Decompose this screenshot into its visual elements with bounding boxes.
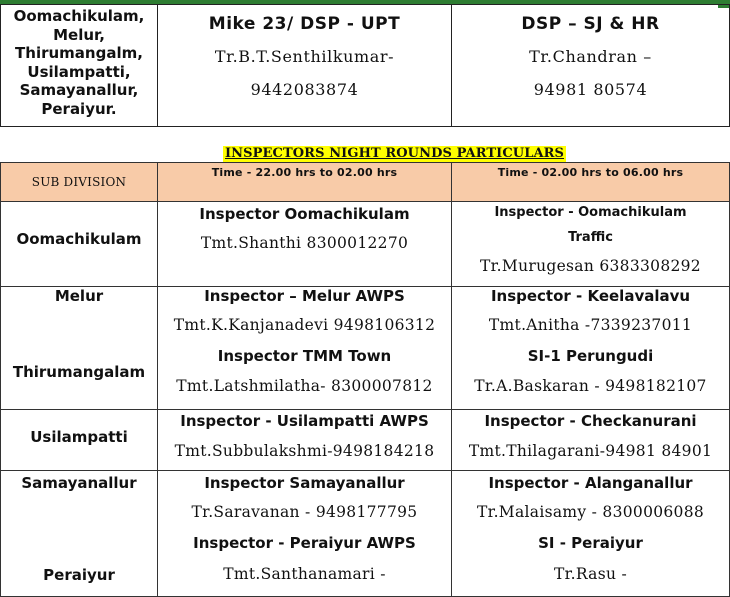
inspector-title: Inspector - Alanganallur (488, 474, 693, 492)
header-second-slot (452, 163, 730, 202)
place-name: Thirumangalm, (15, 44, 143, 62)
inspector-title: SI - Peraiyur (538, 534, 643, 552)
second-slot-cell (452, 410, 730, 471)
header-first-slot (158, 163, 452, 202)
inspector-title: Inspector - Usilampatti AWPS (180, 412, 429, 430)
covered-places-cell (1, 5, 158, 127)
subdivision-cell (1, 410, 158, 471)
subdivision-name: Samayanallur (21, 474, 137, 492)
inspector-title: Inspector - Checkanurani (484, 412, 697, 430)
inspector-title-continued: Traffic (568, 230, 613, 245)
inspector-contact: Tr.Malaisamy - 8300006088 (476, 503, 705, 521)
place-name: Samayanallur, (19, 81, 139, 99)
inspector-contact: Tr.A.Baskaran - 9498182107 (474, 377, 707, 395)
second-slot-cell (452, 202, 730, 287)
inspector-title: Inspector TMM Town (217, 347, 392, 365)
table-row (1, 471, 730, 597)
dsp-upt-title: Mike 23/ DSP - UPT (208, 14, 401, 34)
first-slot-cell (158, 202, 452, 287)
place-name: Oomachikulam, (13, 7, 145, 25)
inspector-title: Inspector Oomachikulam (199, 205, 410, 223)
inspector-contact: Tmt.Latshmilatha- 8300007812 (176, 377, 433, 395)
second-slot-cell (452, 287, 730, 410)
subdivision-cell (1, 202, 158, 287)
place-name: Usilampatti, (27, 62, 131, 81)
dsp-sj-hr-phone: 94981 80574 (533, 80, 648, 99)
table-row (1, 287, 730, 410)
inspector-title: Inspector - Keelavalavu (490, 287, 691, 305)
subdivision-name: Thirumangalam (12, 363, 146, 381)
dsp-upt-cell (158, 5, 452, 127)
second-slot-cell (452, 471, 730, 597)
inspector-contact: Tr.Saravanan - 9498177795 (191, 503, 418, 521)
table-header-row (1, 163, 730, 202)
inspector-contact: Tmt.Thilagarani-94981 84901 (468, 442, 713, 460)
first-slot-cell (158, 471, 452, 597)
subdivision-name: Melur (54, 287, 104, 305)
dsp-sj-hr-title: DSP – SJ & HR (521, 14, 660, 34)
inspector-contact: Tmt.Anitha -7339237011 (488, 316, 693, 334)
subdivision-name: Oomachikulam (16, 230, 142, 248)
inspector-title: Inspector – Melur AWPS (204, 287, 405, 305)
inspector-title: Inspector - Peraiyur AWPS (193, 534, 416, 552)
table-row (1, 202, 730, 287)
inspector-contact: Tmt.Shanthi 8300012270 (200, 234, 409, 252)
dsp-sj-hr-name: Tr.Chandran – (529, 47, 652, 66)
inspector-contact: Tr.Murugesan 6383308292 (480, 257, 701, 275)
section-heading: INSPECTORS NIGHT ROUNDS PARTICULARS (225, 146, 565, 161)
inspector-title: Inspector Samayanallur (204, 474, 405, 492)
header-label: Time - 02.00 hrs to 06.00 hrs (497, 166, 684, 179)
subdivision-cell (1, 471, 158, 597)
header-label: Time - 22.00 hrs to 02.00 hrs (211, 166, 398, 179)
first-slot-cell (158, 287, 452, 410)
inspector-title: Inspector - Oomachikulam (494, 205, 687, 220)
place-name: Melur, (53, 25, 105, 44)
dsp-upt-name: Tr.B.T.Senthilkumar- (214, 47, 395, 66)
inspector-contact: Tmt.Subbulakshmi-9498184218 (174, 442, 435, 460)
header-sub-division (1, 163, 158, 202)
table-row (1, 410, 730, 471)
dsp-contact-table (0, 4, 730, 127)
night-rounds-table (0, 162, 730, 597)
subdivision-name: Peraiyur (43, 566, 115, 584)
inspector-contact: Tmt.K.Kanjanadevi 9498106312 (173, 316, 436, 334)
header-label: SUB DIVISION (31, 175, 127, 189)
dsp-upt-phone: 9442083874 (250, 80, 359, 99)
inspector-contact: Tr.Rasu - (553, 565, 628, 583)
inspector-contact: Tmt.Santhanamari - (223, 565, 386, 583)
inspector-title: SI-1 Perungudi (527, 347, 654, 365)
first-slot-cell (158, 410, 452, 471)
subdivision-cell (1, 287, 158, 410)
subdivision-name: Usilampatti (30, 428, 128, 446)
dsp-sj-hr-cell (452, 5, 730, 127)
place-name: Peraiyur. (41, 99, 117, 118)
